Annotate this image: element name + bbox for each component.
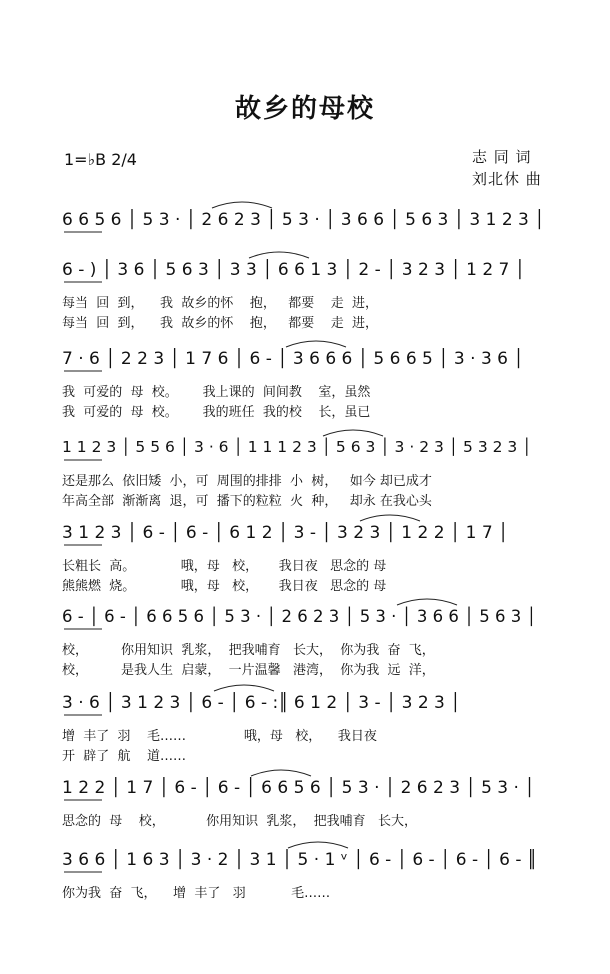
lyric-line: 思念的 母 校， 你用知识 乳浆， 把我哺育 长大， xyxy=(62,814,418,829)
notation-line: 6 - ) │ 3 6 │ 5 6 3 │ 3 3 │ 6 6 1 3 │ 2 - │ 3 2 3 │ 1 2 7 │ xyxy=(62,260,525,280)
notation-line: 1 1 2 3 │ 5 5 6 │ 3 · 6 │ 1 1 1 2 3 │ 5 6 3 │ 3 · 2 3 │ 5 3 2 3 │ xyxy=(62,438,532,456)
song-title: 故乡的母校 xyxy=(234,94,375,124)
lyric-line: 还是那么 依旧矮 小，可 周围的排排 小 树， 如今 却已成才 xyxy=(62,474,432,489)
lyric-line: 增 丰了 羽 毛…… 哦，母 校， 我日夜 xyxy=(62,729,377,744)
notation-line: 3 · 6 │ 3 1 2 3 │ 6 - │ 6 - :║ 6 1 2 │ 3 - │ 3 2 3 │ xyxy=(62,693,461,713)
lyric-line: 你为我 奋 飞， 增 丰了 羽 毛…… xyxy=(62,886,331,901)
notation-line: 3 1 2 3 │ 6 - │ 6 - │ 6 1 2 │ 3 - │ 3 2 3 │ 1 2 2 │ 1 7 │ xyxy=(62,523,509,543)
lyric-line: 长粗长 高。 哦，母 校， 我日夜 思念的 母 xyxy=(62,559,387,574)
lyricist-credit: 志 同 词 xyxy=(472,148,532,166)
notation-line: 6 6 5 6 │ 5 3 · │ 2 6 2 3 │ 5 3 · │ 3 6 6 │ 5 6 3 │ 3 1 2 3 │ xyxy=(62,210,545,230)
lyric-line: 校， 你用知识 乳浆， 把我哺育 长大， 你为我 奋 飞， xyxy=(62,643,435,658)
key-signature: 1=♭B 2/4 xyxy=(64,150,137,169)
lyric-line: 熊熊燃 烧。 哦，母 校， 我日夜 思念的 母 xyxy=(62,579,387,594)
notation-line: 1 2 2 │ 1 7 │ 6 - │ 6 - │ 6 6 5 6 │ 5 3 · │ 2 6 2 3 │ 5 3 · │ xyxy=(62,778,535,798)
composer-credit: 刘北休 曲 xyxy=(472,170,542,188)
lyric-line: 每当 回 到， 我 故乡的怀 抱， 都要 走 进， xyxy=(62,296,379,311)
lyric-line: 我 可爱的 母 校。 我上课的 间间教 室，虽然 xyxy=(62,385,371,400)
notation-line: 6 - │ 6 - │ 6 6 5 6 │ 5 3 · │ 2 6 2 3 │ 5 3 · │ 3 6 6 │ 5 6 3 │ xyxy=(62,607,537,626)
lyric-line: 年高全部 渐渐离 退，可 播下的粒粒 火 种， 却永 在我心头 xyxy=(62,494,432,509)
lyric-line: 校， 是我人生 启蒙， 一片温馨 港湾， 你为我 远 洋， xyxy=(62,663,435,678)
notation-line: 3 6 6 │ 1 6 3 │ 3 · 2 │ 3 1 │ 5 · 1 ᵛ │ 6 - │ 6 - │ 6 - │ 6 - ║ xyxy=(62,850,538,870)
notation-line: 7 · 6 │ 2 2 3 │ 1 7 6 │ 6 - │ 3 6 6 6 │ 5 6 6 5 │ 3 · 3 6 │ xyxy=(62,349,524,369)
lyric-line: 我 可爱的 母 校。 我的班任 我的校 长，虽已 xyxy=(62,405,371,420)
lyric-line: 每当 回 到， 我 故乡的怀 抱， 都要 走 进， xyxy=(62,316,379,331)
lyric-line: 开 辟了 航 道…… xyxy=(62,749,187,764)
